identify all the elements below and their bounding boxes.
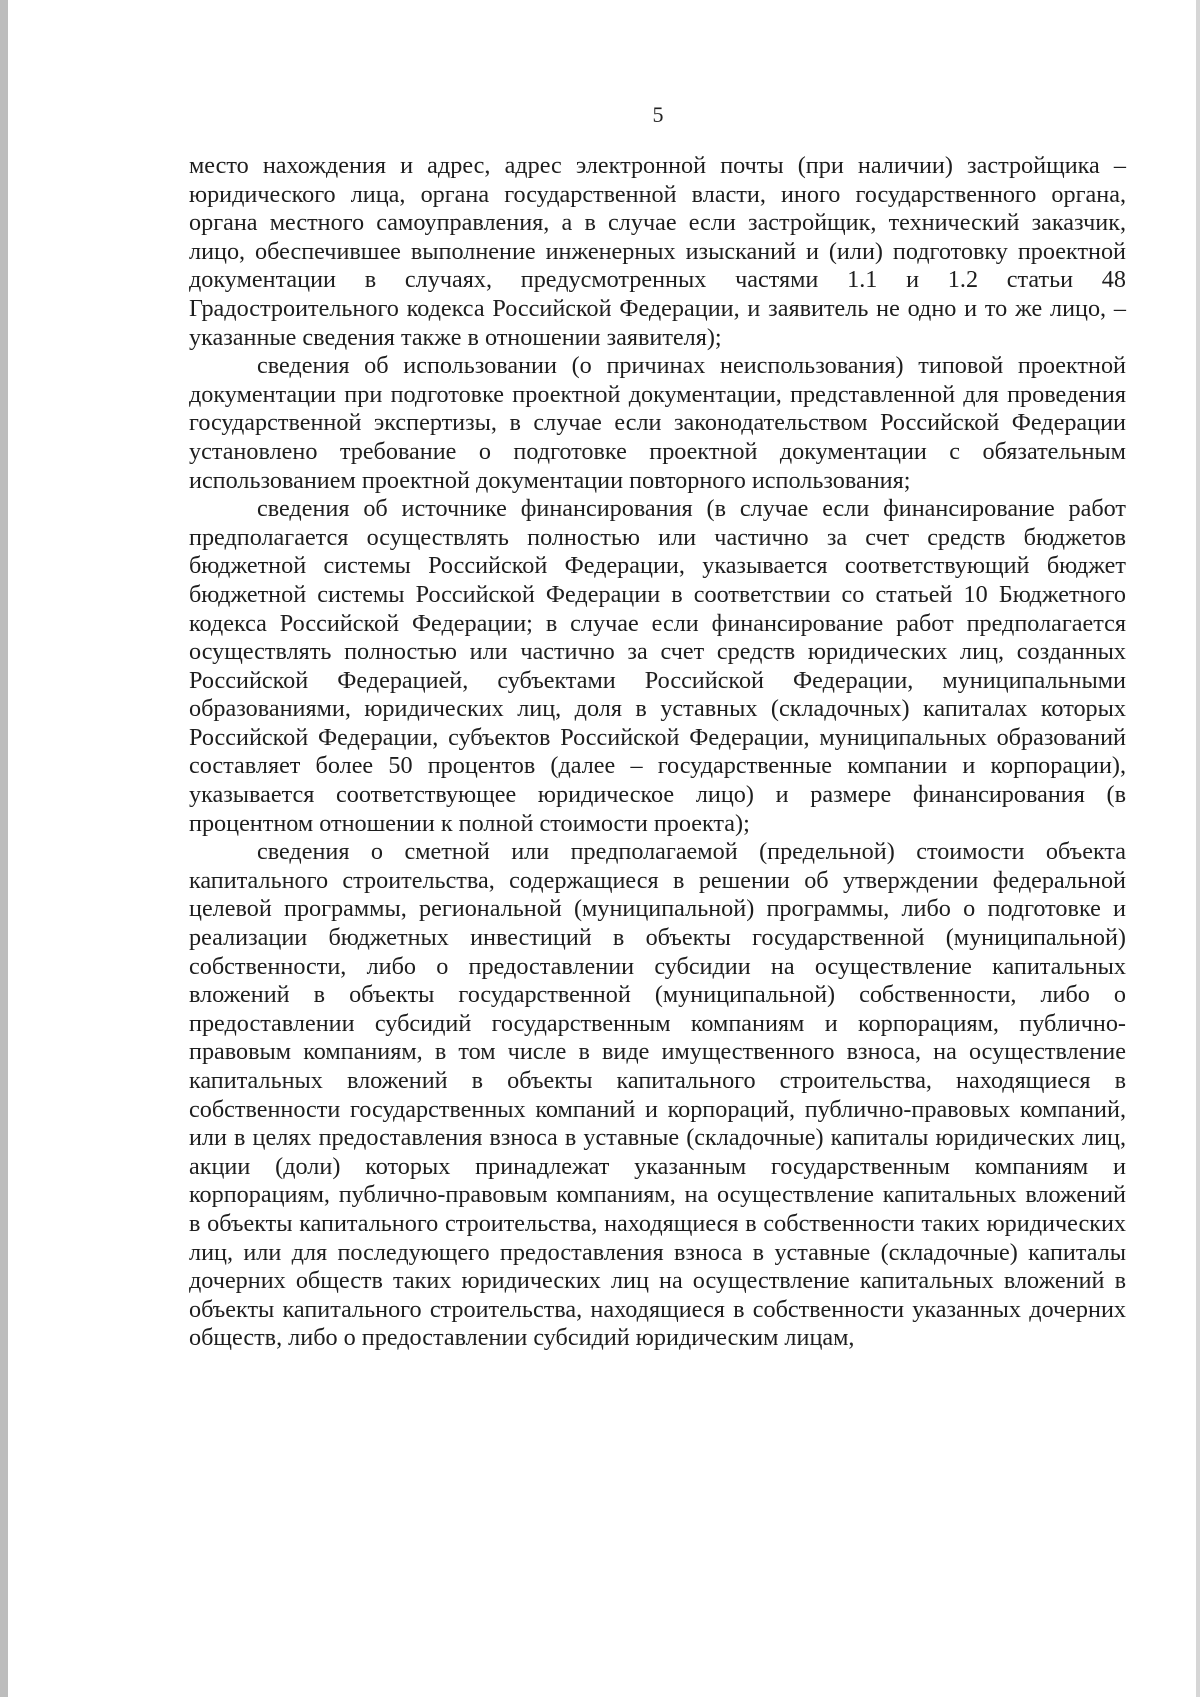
document-body — [189, 152, 1126, 1353]
scan-right-edge — [1196, 0, 1200, 1697]
page-number: 5 — [652, 102, 664, 127]
paragraph-typical-documentation: сведения об использовании (о причинах неиспользования) типовой проектной документации при подготовке проектной документации, представленной для проведения государственной экспертизы, в случае если законодательством Российской Федерации установлено требование о подготовке проектной документации с обязательным использованием проектной документации повторного использования; — [189, 352, 1126, 494]
paragraph-estimated-cost: сведения о сметной или предполагаемой (предельной) стоимости объекта капитального строительства, содержащиеся в решении об утверждении федеральной целевой программы, региональной (муниципальной) программы, либо о подготовке и реализации бюджетных инвестиций в объекты государственной (муниципальной) собственности, либо о предоставлении субсидии на осуществление капитальных вложений в объекты государственной (муниципальной) собственности, либо о предоставлении субсидий государственным компаниям и корпорациям, публично-правовым компаниям, в том числе в виде имущественного взноса, на осуществление капитальных вложений в объекты капитального строительства, находящиеся в собственности государственных компаний и корпораций, публично-правовых компаний, или в целях предоставления взноса в уставные (складочные) капиталы юридических лиц, акции (доли) которых принадлежат указанным государственным компаниям и корпорациям, публично-правовым компаниям, на осуществление капитальных вложений в объекты капитального строительства, находящиеся в собственности таких юридических лиц, или для последующего предоставления взноса в уставные (складочные) капиталы дочерних обществ таких юридических лиц на осуществление капитальных вложений в объекты капитального строительства, находящиеся в собственности указанных дочерних обществ, либо о предоставлении субсидий юридическим лицам, — [189, 838, 1126, 1352]
paragraph-funding-source: сведения об источнике финансирования (в случае если финансирование работ предполагается осуществлять полностью или частично за счет средств бюджетов бюджетной системы Российской Федерации, указывается соответствующий бюджет бюджетной системы Российской Федерации в соответствии со статьей 10 Бюджетного кодекса Российской Федерации; в случае если финансирование работ предполагается осуществлять полностью или частично за счет средств юридических лиц, созданных Российской Федерацией, субъектами Российской Федерации, муниципальными образованиями, юридических лиц, доля в уставных (складочных) капиталах которых Российской Федерации, субъектов Российской Федерации, муниципальных образований составляет более 50 процентов (далее – государственные компании и корпорации), указывается соответствующее юридическое лицо) и размере финансирования (в процентном отношении к полной стоимости проекта); — [189, 495, 1126, 837]
scan-left-edge — [0, 0, 8, 1697]
paragraph-contact-info: место нахождения и адрес, адрес электронной почты (при наличии) застройщика – юридического лица, органа государственной власти, иного государственного органа, органа местного самоуправления, а в случае если застройщик, технический заказчик, лицо, обеспечившее выполнение инженерных изысканий и (или) подготовку проектной документации в случаях, предусмотренных частями 1.1 и 1.2 статьи 48 Градостроительного кодекса Российской Федерации, и заявитель не одно и то же лицо, – указанные сведения также в отношении заявителя); — [189, 152, 1126, 351]
